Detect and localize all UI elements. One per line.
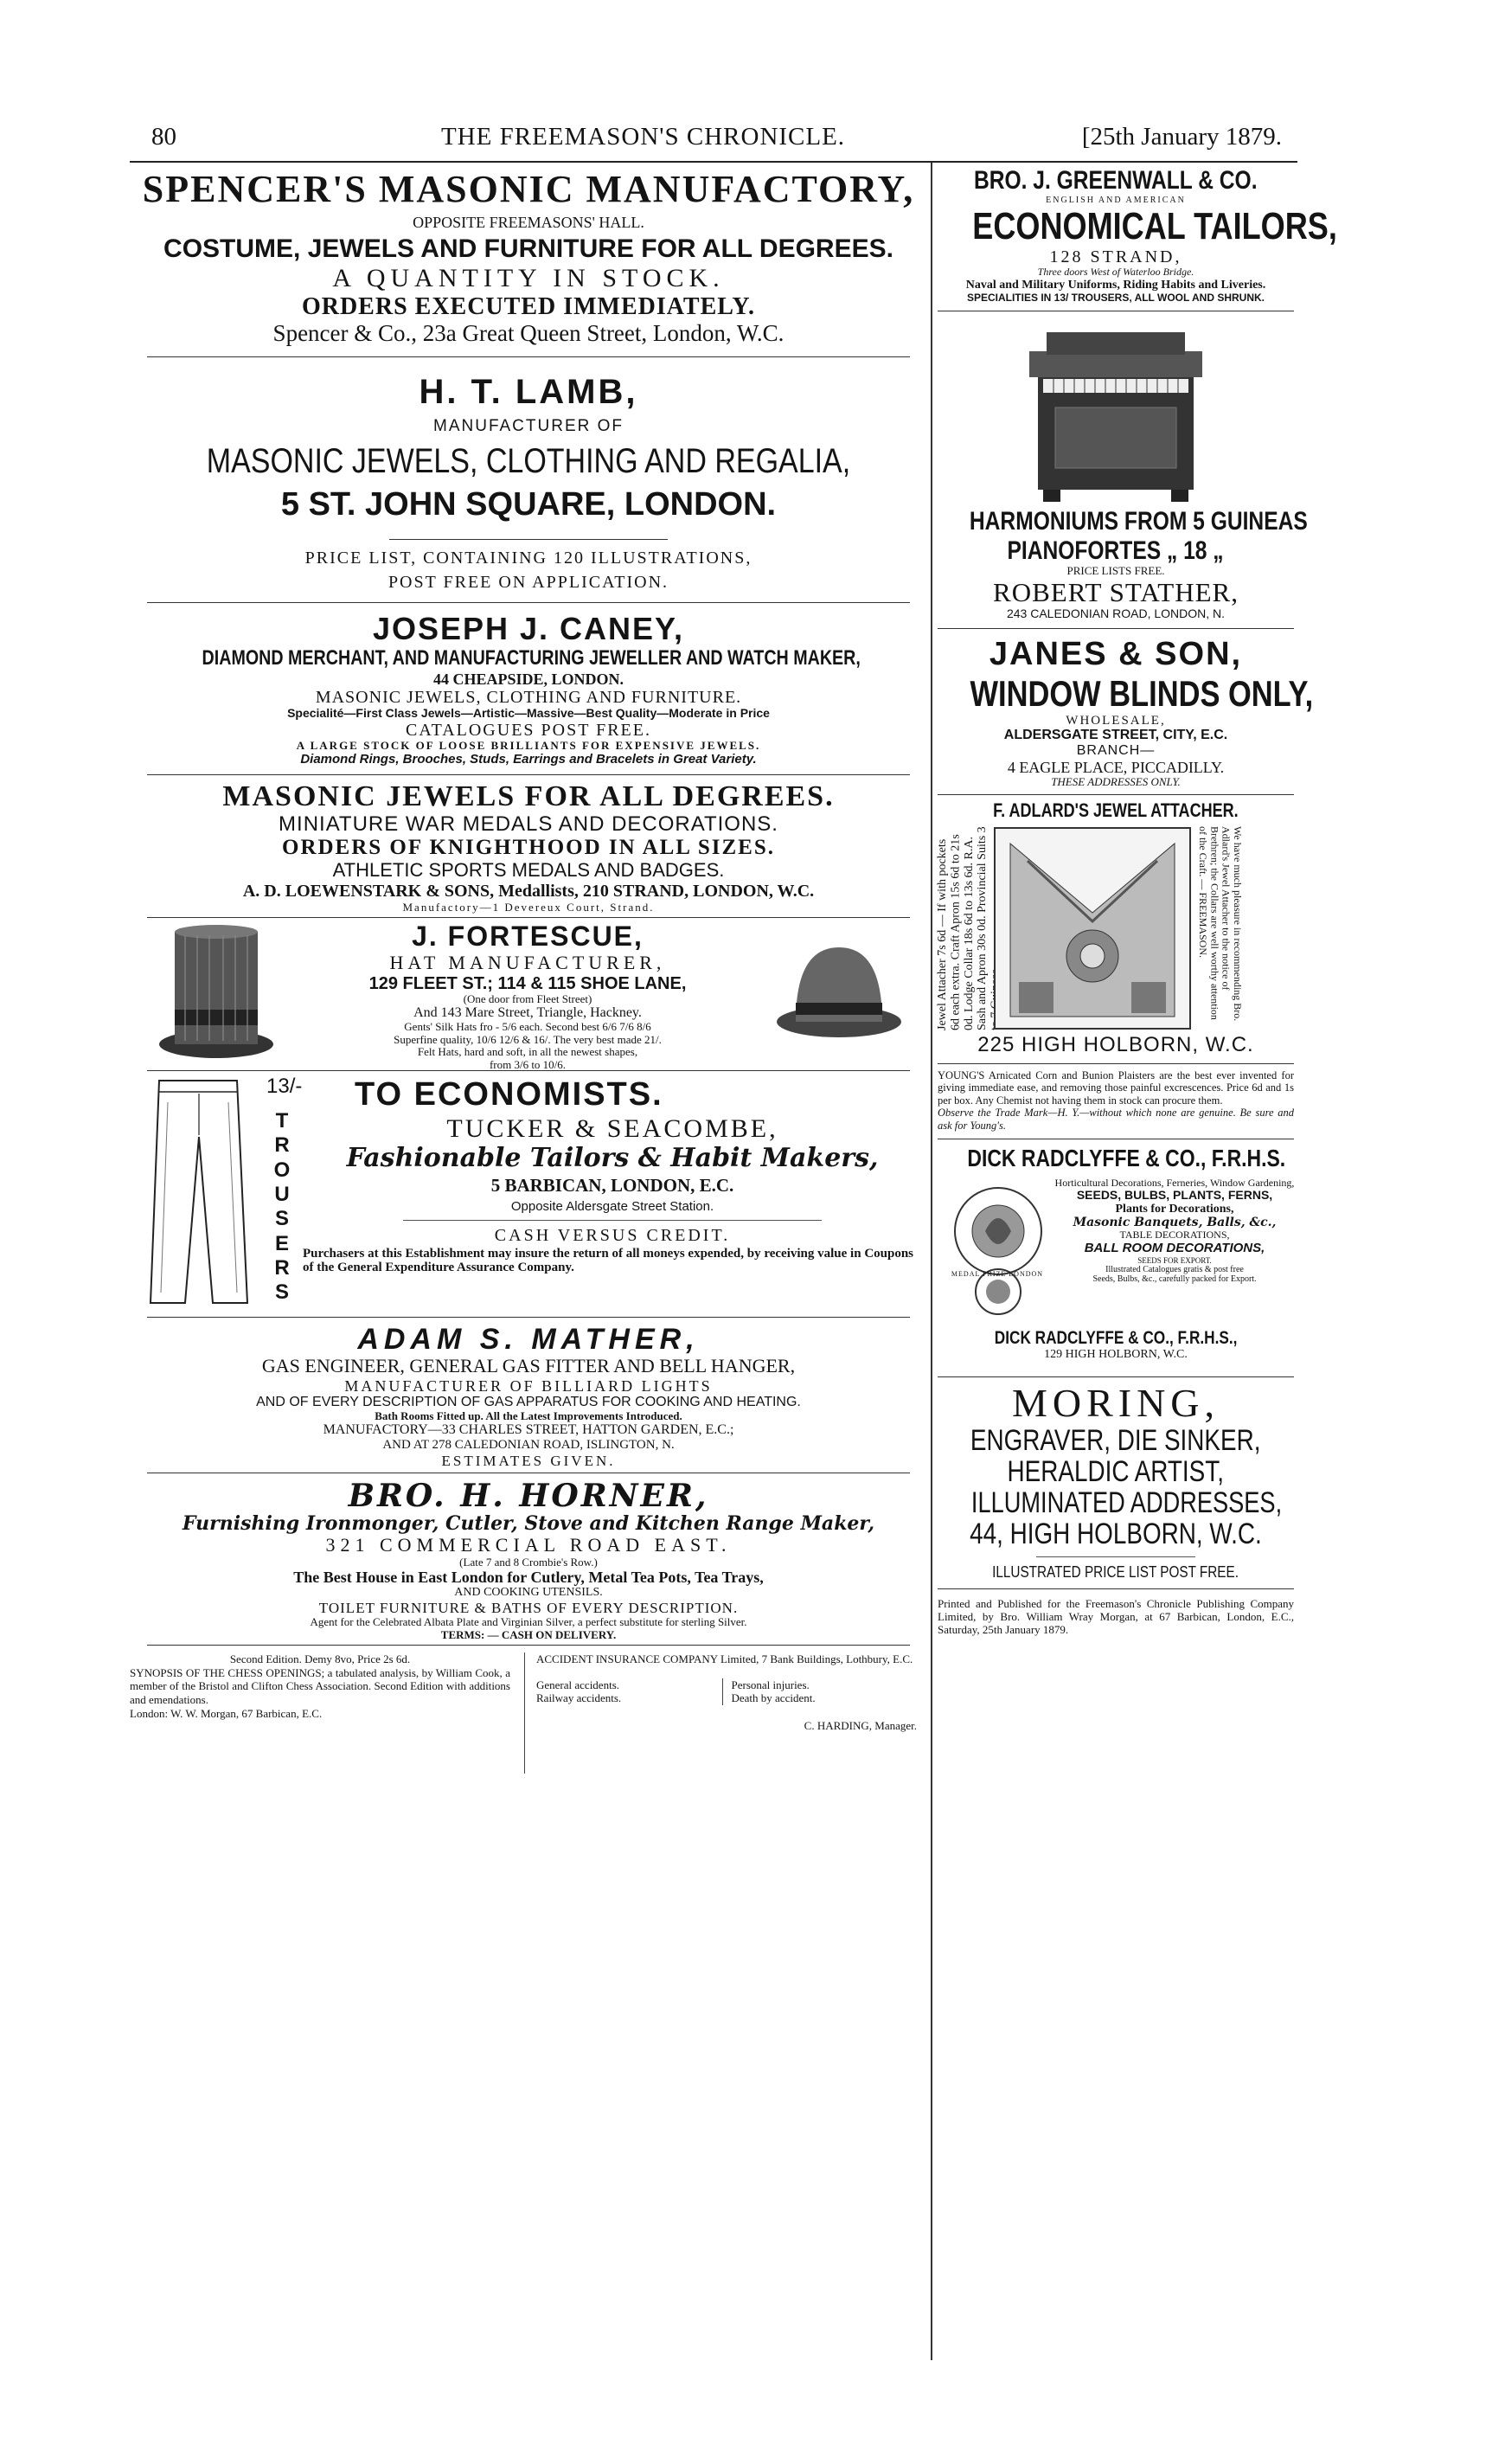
loewenstark-line4: ATHLETIC SPORTS MEDALS AND BADGES.: [332, 859, 725, 882]
lamb-line2: 5 ST. JOHN SQUARE, LONDON.: [280, 486, 777, 523]
fortescue-line1: HAT MANUFACTURER,: [389, 951, 666, 973]
radclyffe-line2: SEEDS, BULBS, PLANTS, FERNS,: [1076, 1188, 1273, 1203]
greenwall-title: ECONOMICAL TAILORS,: [972, 204, 1337, 247]
mather-name: ADAM S. MATHER,: [357, 1323, 700, 1357]
lamb-sub: MANUFACTURER OF: [433, 417, 624, 435]
lamb-line3: PRICE LIST, CONTAINING 120 ILLUSTRATIONS,: [304, 548, 752, 568]
horner-name: BRO. H. HORNER,: [348, 1478, 709, 1515]
tucker-line6: Purchasers at this Establishment may insure the return of all moneys expended, by receiving value in Coupons of the General Expenditure Assurance Company.: [303, 1246, 914, 1275]
trousers-vertical-word: [272, 1109, 292, 1306]
letter: T: [275, 1109, 289, 1133]
trousers-illustration: [142, 1076, 254, 1310]
stather-line2: PIANOFORTES „ 18 „: [1007, 536, 1225, 565]
tucker-line2: Fashionable Tailors & Habit Makers,: [346, 1142, 879, 1173]
fortescue-line7: Felt Hats, hard and soft, in all the newest shapes,: [417, 1045, 638, 1059]
young-text: YOUNG'S Arnicated Corn and Bunion Plaisters are the best ever invented for giving immediate ease, and removing those painful excrescences. Price 6d and 1s per box. Any Chemist not having them in stock can procure them.: [938, 1069, 1294, 1107]
publication-title: THE FREEMASON'S CHRONICLE.: [441, 123, 846, 151]
fortescue-line8: from 3/6 to 10/6.: [489, 1057, 567, 1071]
letter: S: [274, 1207, 289, 1231]
lamb-line4: POST FREE ON APPLICATION.: [387, 573, 669, 592]
ad-caney: [130, 606, 927, 767]
ad-adlard: [932, 800, 1299, 1060]
mather-line1: GAS ENGINEER, GENERAL GAS FITTER AND BELL HANGER,: [261, 1355, 796, 1377]
divider: [938, 794, 1294, 795]
divider: [147, 602, 910, 603]
stather-name: ROBERT STATHER,: [993, 576, 1239, 607]
divider: [403, 1220, 822, 1221]
moring-line1: ENGRAVER, DIE SINKER,: [970, 1423, 1261, 1457]
horner-line2: 321 COMMERCIAL ROAD EAST.: [325, 1534, 732, 1556]
stather-line3: PRICE LISTS FREE.: [1066, 564, 1165, 578]
horner-line8: TERMS: — CASH ON DELIVERY.: [440, 1627, 617, 1641]
radclyffe-line1: Horticultural Decorations, Ferneries, Window Gardening,: [1054, 1176, 1295, 1189]
greenwall-addr: 128 STRAND,: [1049, 247, 1182, 267]
stather-line1: HARMONIUMS FROM 5 GUINEAS: [969, 506, 1308, 536]
mather-line2: MANUFACTURER OF BILLIARD LIGHTS: [344, 1376, 713, 1395]
adlard-price-list: [936, 826, 989, 1030]
caney-name: JOSEPH J. CANEY,: [372, 611, 685, 647]
accident-col2a: Personal injuries.: [731, 1678, 810, 1691]
spencer-line2: COSTUME, JEWELS AND FURNITURE FOR ALL DEGREES.: [163, 234, 893, 264]
ad-radclyffe: [932, 1145, 1299, 1371]
ad-young: [932, 1068, 1299, 1133]
letter: R: [274, 1133, 290, 1158]
greenwall-name: BRO. J. GREENWALL & CO.: [974, 166, 1258, 195]
horner-line5: AND COOKING UTENSILS.: [454, 1586, 603, 1600]
horner-line3: (Late 7 and 8 Crombie's Row.): [459, 1555, 598, 1569]
caney-line4: Specialité—First Class Jewels—Artistic—Massive—Best Quality—Moderate in Price: [287, 706, 770, 721]
radclyffe-line8: Illustrated Catalogues gratis & post free: [1105, 1264, 1244, 1274]
letter: U: [274, 1182, 290, 1206]
chess-line3: London: W. W. Morgan, 67 Barbican, E.C.: [130, 1706, 323, 1720]
greenwall-note: Three doors West of Waterloo Bridge.: [1037, 266, 1194, 279]
adlard-testimonial: [1197, 826, 1292, 1030]
accident-line2: C. HARDING, Manager.: [804, 1718, 917, 1732]
divider: [938, 1588, 1294, 1589]
fortescue-line5: Gents' Silk Hats fro - 5/6 each. Second best 6/6 7/6 8/6: [404, 1020, 651, 1034]
fortescue-line4: And 143 Mare Street, Triangle, Hackney.: [413, 1005, 642, 1021]
mather-line7: ESTIMATES GIVEN.: [441, 1453, 616, 1470]
fortescue-line6: Superfine quality, 10/6 12/6 & 16/. The very best made 21/.: [394, 1032, 662, 1046]
caney-line3: MASONIC JEWELS, CLOTHING AND FURNITURE.: [315, 687, 742, 707]
imprint: [932, 1596, 1299, 1639]
radclyffe-addr: 129 HIGH HOLBORN, W.C.: [1044, 1348, 1188, 1362]
adlard-addr: 225 HIGH HOLBORN, W.C.: [977, 1033, 1254, 1056]
radclyffe-line9: Seeds, Bulbs, &c., carefully packed for Export.: [1092, 1274, 1257, 1284]
tucker-price: 13/-: [266, 1075, 303, 1099]
adlard-title: F. ADLARD'S JEWEL ATTACHER.: [993, 799, 1239, 821]
seal-text: MEDAL PRIZE LONDON: [951, 1269, 1044, 1278]
chess-line2: SYNOPSIS OF THE CHESS OPENINGS; a tabulated analysis, by William Cook, a member of the Bristol and Clifton Chess Association. Second Edition with additions and emendations.: [130, 1665, 510, 1706]
divider: [147, 774, 910, 775]
divider: [1036, 1556, 1195, 1557]
caney-line1: DIAMOND MERCHANT, AND MANUFACTURING JEWELLER AND WATCH MAKER,: [202, 645, 861, 670]
radclyffe-line5: TABLE DECORATIONS,: [1119, 1229, 1230, 1242]
fortescue-line2: 129 FLEET ST.; 114 & 115 SHOE LANE,: [368, 973, 687, 993]
right-column: [931, 163, 1337, 2360]
caney-line5: CATALOGUES POST FREE.: [406, 720, 651, 740]
horner-line6: TOILET FURNITURE & BATHS OF EVERY DESCRIPTION.: [318, 1600, 739, 1617]
accident-col1b: Railway accidents.: [536, 1691, 622, 1705]
radclyffe-line4: Masonic Banquets, Balls, &c.,: [1073, 1215, 1277, 1229]
horner-line4: The Best House in East London for Cutlery, Metal Tea Pots, Tea Trays,: [293, 1569, 764, 1587]
caney-line7: Diamond Rings, Brooches, Studs, Earrings and Bracelets in Great Variety.: [300, 751, 757, 767]
ad-stather: [932, 325, 1308, 621]
janes-line5: THESE ADDRESSES ONLY.: [1051, 775, 1181, 789]
greenwall-line1: Naval and Military Uniforms, Riding Habits and Liveries.: [965, 278, 1266, 292]
ad-mather: [130, 1321, 927, 1469]
mather-line4: Bath Rooms Fitted up. All the Latest Improvements Introduced.: [375, 1408, 682, 1422]
newspaper-page: [130, 121, 1337, 2362]
ad-tucker: [130, 1075, 927, 1313]
ad-greenwall: [932, 163, 1337, 304]
loewenstark-line2: MINIATURE WAR MEDALS AND DECORATIONS.: [279, 812, 778, 836]
radclyffe-name: DICK RADCLYFFE & CO., F.R.H.S.: [967, 1144, 1286, 1171]
caney-line6: A LARGE STOCK OF LOOSE BRILLIANTS FOR EXPENSIVE JEWELS.: [296, 739, 761, 753]
loewenstark-line6: Manufactory—1 Devereux Court, Strand.: [402, 900, 655, 914]
radclyffe-line3: Plants for Decorations,: [1115, 1202, 1234, 1216]
imprint-text: Printed and Published for the Freemason's Chronicle Publishing Company Limited, by Bro. William Wray Morgan, at 67 Barbican, London, E.C., Saturday, 25th January 1879.: [938, 1596, 1294, 1636]
ad-horner: [130, 1477, 927, 1641]
fortescue-name: J. FORTESCUE,: [412, 921, 644, 953]
moring-name: MORING,: [1011, 1380, 1220, 1425]
spencer-line4: ORDERS EXECUTED IMMEDIATELY.: [301, 292, 756, 320]
moring-line2: HERALDIC ARTIST,: [1007, 1454, 1225, 1488]
spencer-title: SPENCER'S MASONIC MANUFACTORY,: [142, 168, 915, 210]
lamb-name: H. T. LAMB,: [419, 373, 638, 412]
divider: [938, 1376, 1294, 1377]
caney-line2: 44 CHEAPSIDE, LONDON.: [432, 670, 624, 688]
mather-line3: AND OF EVERY DESCRIPTION OF GAS APPARATUS FOR COOKING AND HEATING.: [256, 1394, 801, 1409]
young-text2: Observe the Trade Mark—H. Y.—without which none are genuine. Be sure and ask for Young's.: [938, 1107, 1294, 1132]
tucker-line3: 5 BARBICAN, LONDON, E.C.: [490, 1175, 734, 1197]
moring-line3: ILLUMINATED ADDRESSES,: [970, 1485, 1283, 1519]
adlard-left-text: Jewel Attacher 7s 6d — If with pockets 6d each extra. Craft Apron 15s 6d to 21s 0d. Lodge Collar 18s 6d to 13s 6d. R.A. Sash and Apron 30s 0d. Provincial Suits 3: [936, 826, 989, 1030]
page-number: 80: [151, 123, 176, 151]
janes-line3: BRANCH—: [1076, 743, 1156, 759]
loewenstark-line5: A. D. LOEWENSTARK & SONS, Medallists, 210 STRAND, LONDON, W.C.: [242, 882, 815, 902]
janes-name: JANES & SON,: [989, 636, 1243, 673]
divider: [938, 628, 1294, 629]
moring-line5: ILLUSTRATED PRICE LIST POST FREE.: [992, 1562, 1239, 1581]
accident-col1a: General accidents.: [536, 1678, 620, 1691]
horner-line1: Furnishing Ironmonger, Cutler, Stove and Kitchen Range Maker,: [182, 1512, 875, 1536]
adlard-right-text: We have much pleasure in recommending Bro. Adlard's Jewel Attacher to the notice of Brethren; the Collars are well worthy attention of the Craft. — FREEMASON.: [1197, 826, 1244, 1022]
ad-chess: [130, 1652, 510, 1720]
divider: [147, 917, 910, 918]
janes-line1: WHOLESALE,: [1066, 713, 1166, 728]
janes-line4: 4 EAGLE PLACE, PICCADILLY.: [1007, 759, 1225, 777]
tucker-line4: Opposite Aldersgate Street Station.: [510, 1198, 714, 1214]
lamb-line1: MASONIC JEWELS, CLOTHING AND REGALIA,: [206, 442, 851, 481]
left-column: [130, 163, 927, 2360]
letter: R: [274, 1255, 290, 1280]
letter: O: [273, 1158, 291, 1182]
horner-line7: Agent for the Celebrated Albata Plate and Virginian Silver, a perfect substitute for sterling Silver.: [310, 1615, 747, 1629]
chess-line1: Second Edition. Demy 8vo, Price 2s 6d.: [229, 1652, 411, 1666]
ad-janes: [932, 636, 1314, 789]
letter: E: [274, 1231, 289, 1255]
divider: [389, 539, 668, 540]
spencer-line5: Spencer & Co., 23a Great Queen Street, London, W.C.: [272, 319, 785, 346]
radclyffe-line6: BALL ROOM DECORATIONS,: [1084, 1240, 1265, 1255]
ad-spencer: [130, 163, 927, 346]
moring-line4: 44, HIGH HOLBORN, W.C.: [970, 1517, 1262, 1550]
bottom-ads: [130, 1649, 927, 1779]
ad-moring: [932, 1380, 1299, 1582]
ad-fortescue: [130, 921, 927, 1071]
spencer-line1: OPPOSITE FREEMASONS' HALL.: [413, 214, 644, 232]
tucker-line1: TUCKER & SEACOMBE,: [446, 1114, 778, 1144]
fortescue-line3: (One door from Fleet Street): [463, 991, 592, 1005]
top-hat-illustration: [156, 923, 277, 1062]
spencer-line3: A QUANTITY IN STOCK.: [332, 264, 725, 293]
radclyffe-line7: SEEDS FOR EXPORT.: [1137, 1255, 1212, 1265]
ad-lamb: [130, 361, 927, 592]
mather-line5: MANUFACTORY—33 CHARLES STREET, HATTON GARDEN, E.C.;: [323, 1422, 734, 1438]
greenwall-line2: SPECIALITIES IN 13/ TROUSERS, ALL WOOL AND SHRUNK.: [966, 291, 1265, 304]
column-divider: [524, 1652, 525, 1774]
page-header: [130, 121, 1297, 163]
prize-medal-seal: [938, 1179, 1059, 1326]
ad-loewenstark: [130, 779, 927, 914]
loewenstark-line3: ORDERS OF KNIGHTHOOD IN ALL SIZES.: [282, 836, 775, 860]
letter: S: [274, 1280, 289, 1305]
divider: [938, 1063, 1294, 1064]
janes-title: WINDOW BLINDS ONLY,: [970, 672, 1314, 714]
issue-date: [25th January 1879.: [1081, 123, 1282, 151]
masonic-apron-illustration: [993, 826, 1192, 1030]
bowler-hat-illustration: [774, 939, 904, 1043]
ad-accident: [536, 1652, 917, 1732]
stather-addr: 243 CALEDONIAN ROAD, LONDON, N.: [1006, 606, 1226, 621]
loewenstark-line1: MASONIC JEWELS FOR ALL DEGREES.: [222, 780, 835, 812]
harmonium-illustration: [1012, 325, 1220, 507]
radclyffe-name2: DICK RADCLYFFE & CO., F.R.H.S.,: [994, 1327, 1238, 1348]
divider: [147, 1645, 910, 1646]
tucker-line5: CASH VERSUS CREDIT.: [494, 1225, 731, 1245]
accident-col2b: Death by accident.: [731, 1691, 816, 1705]
tucker-heading: TO ECONOMISTS.: [355, 1076, 663, 1113]
mather-line6: AND AT 278 CALEDONIAN ROAD, ISLINGTON, N.: [382, 1438, 675, 1453]
divider: [147, 356, 910, 357]
janes-line2: ALDERSGATE STREET, CITY, E.C.: [1003, 728, 1228, 743]
divider: [147, 1317, 910, 1318]
greenwall-sub: ENGLISH AND AMERICAN: [1046, 195, 1186, 205]
accident-line1: ACCIDENT INSURANCE COMPANY Limited, 7 Bank Buildings, Lothbury, E.C.: [536, 1652, 913, 1666]
